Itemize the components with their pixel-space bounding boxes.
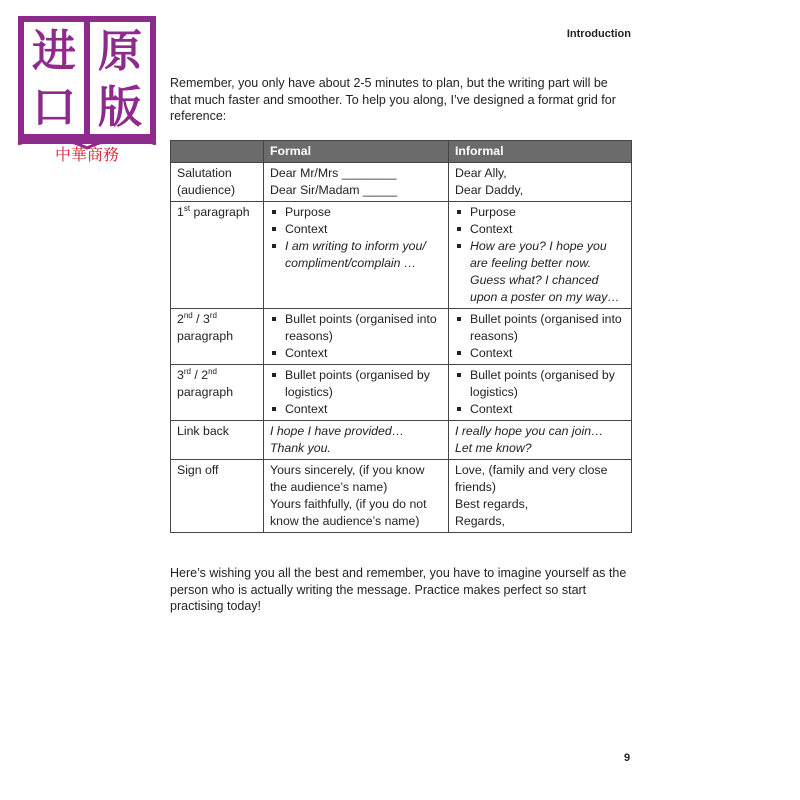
list-item: Context bbox=[270, 221, 442, 238]
bullet-list bbox=[455, 311, 625, 362]
bullet-list bbox=[270, 311, 442, 362]
cell-formal bbox=[264, 365, 449, 421]
list-item: Bullet points (organised by logistics) bbox=[455, 367, 625, 401]
table-row bbox=[171, 460, 632, 533]
label-sep: / 3 bbox=[192, 312, 210, 326]
label-rest: paragraph bbox=[190, 205, 250, 219]
list-item: Purpose bbox=[455, 204, 625, 221]
list-item: Purpose bbox=[270, 204, 442, 221]
list-item: Context bbox=[270, 401, 442, 418]
format-grid-table bbox=[170, 140, 632, 533]
list-item: Context bbox=[270, 345, 442, 362]
table-row bbox=[171, 365, 632, 421]
label-num: 2 bbox=[177, 312, 184, 326]
cell-line: Dear Mr/Mrs ________ bbox=[270, 166, 397, 180]
cell-line: Let me know? bbox=[455, 441, 532, 455]
book-logo-icon bbox=[14, 14, 160, 164]
cell-formal bbox=[264, 421, 449, 460]
bullet-list bbox=[455, 204, 625, 306]
label-sup: rd bbox=[209, 310, 217, 320]
logo-glyph: 口 bbox=[32, 82, 76, 133]
list-item: Context bbox=[455, 221, 625, 238]
table-row bbox=[171, 202, 632, 309]
list-item: Bullet points (organised into reasons) bbox=[455, 311, 625, 345]
table-header-row bbox=[171, 141, 632, 163]
table-row bbox=[171, 309, 632, 365]
list-item: How are you? I hope you are feeling better now. Guess what? I chanced upon a poster on my way… bbox=[455, 238, 625, 306]
bullet-list bbox=[270, 367, 442, 418]
label-sup: nd bbox=[208, 366, 217, 376]
table-row bbox=[171, 421, 632, 460]
row-label-second-third-paragraph bbox=[171, 309, 264, 365]
logo-glyph: 版 bbox=[98, 82, 142, 133]
label-line: (audience) bbox=[177, 183, 236, 197]
row-label-first-paragraph bbox=[171, 202, 264, 309]
closing-paragraph: Here’s wishing you all the best and remember, you have to imagine yourself as the person who is actually writing the message. Practice makes perfect so start practising today! bbox=[170, 566, 627, 613]
label-rest: paragraph bbox=[177, 385, 234, 399]
intro-paragraph: Remember, you only have about 2-5 minutes to plan, but the writing part will be that much faster and smoother. To help you along, I’ve designed a format grid for reference: bbox=[170, 76, 616, 123]
header-informal: Informal bbox=[449, 141, 632, 163]
header-formal: Formal bbox=[264, 141, 449, 163]
cell-informal bbox=[449, 163, 632, 202]
cell-informal bbox=[449, 460, 632, 533]
logo-caption: 中華商務 bbox=[54, 145, 120, 164]
row-label-salutation bbox=[171, 163, 264, 202]
cell-informal bbox=[449, 421, 632, 460]
cell-informal bbox=[449, 365, 632, 421]
list-item: I am writing to inform you/ compliment/complain … bbox=[270, 238, 442, 272]
cell-line: Yours faithfully, (if you do not know the audience’s name) bbox=[270, 497, 427, 528]
row-label-link-back: Link back bbox=[171, 421, 264, 460]
cell-formal bbox=[264, 309, 449, 365]
label-num: 3 bbox=[177, 368, 184, 382]
list-item: Context bbox=[455, 401, 625, 418]
cell-line: Dear Ally, bbox=[455, 166, 507, 180]
logo-glyph: 进 bbox=[32, 26, 76, 77]
list-item: Bullet points (organised into reasons) bbox=[270, 311, 442, 345]
label-line: Salutation bbox=[177, 166, 232, 180]
cell-informal bbox=[449, 309, 632, 365]
cell-line: Yours sincerely, (if you know the audience’s name) bbox=[270, 463, 425, 494]
cell-line: Love, (family and very close friends) bbox=[455, 463, 608, 494]
cell-line: I really hope you can join… bbox=[455, 424, 604, 438]
logo-glyph: 原 bbox=[98, 26, 142, 77]
page-number: 9 bbox=[624, 752, 631, 764]
label-sup: st bbox=[183, 203, 191, 213]
cell-informal bbox=[449, 202, 632, 309]
label-sup: rd bbox=[183, 366, 191, 376]
cell-line: Regards, bbox=[455, 514, 505, 528]
bullet-list bbox=[455, 367, 625, 418]
cell-line: Dear Daddy, bbox=[455, 183, 524, 197]
row-label-sign-off: Sign off bbox=[171, 460, 264, 533]
cell-formal bbox=[264, 460, 449, 533]
publisher-logo bbox=[14, 14, 160, 164]
cell-line: I hope I have provided… bbox=[270, 424, 404, 438]
list-item: Bullet points (organised by logistics) bbox=[270, 367, 442, 401]
section-title: Introduction bbox=[566, 28, 631, 40]
cell-line: Thank you. bbox=[270, 441, 331, 455]
label-num: 1 bbox=[177, 205, 184, 219]
cell-formal bbox=[264, 202, 449, 309]
label-sup: nd bbox=[183, 310, 193, 320]
header-blank bbox=[171, 141, 264, 163]
list-item: Context bbox=[455, 345, 625, 362]
cell-line: Best regards, bbox=[455, 497, 529, 511]
row-label-third-second-paragraph bbox=[171, 365, 264, 421]
label-rest: paragraph bbox=[177, 329, 234, 343]
cell-formal bbox=[264, 163, 449, 202]
cell-line: Dear Sir/Madam _____ bbox=[270, 183, 398, 197]
table-row bbox=[171, 163, 632, 202]
bullet-list bbox=[270, 204, 442, 272]
label-sep: / 2 bbox=[190, 368, 209, 382]
